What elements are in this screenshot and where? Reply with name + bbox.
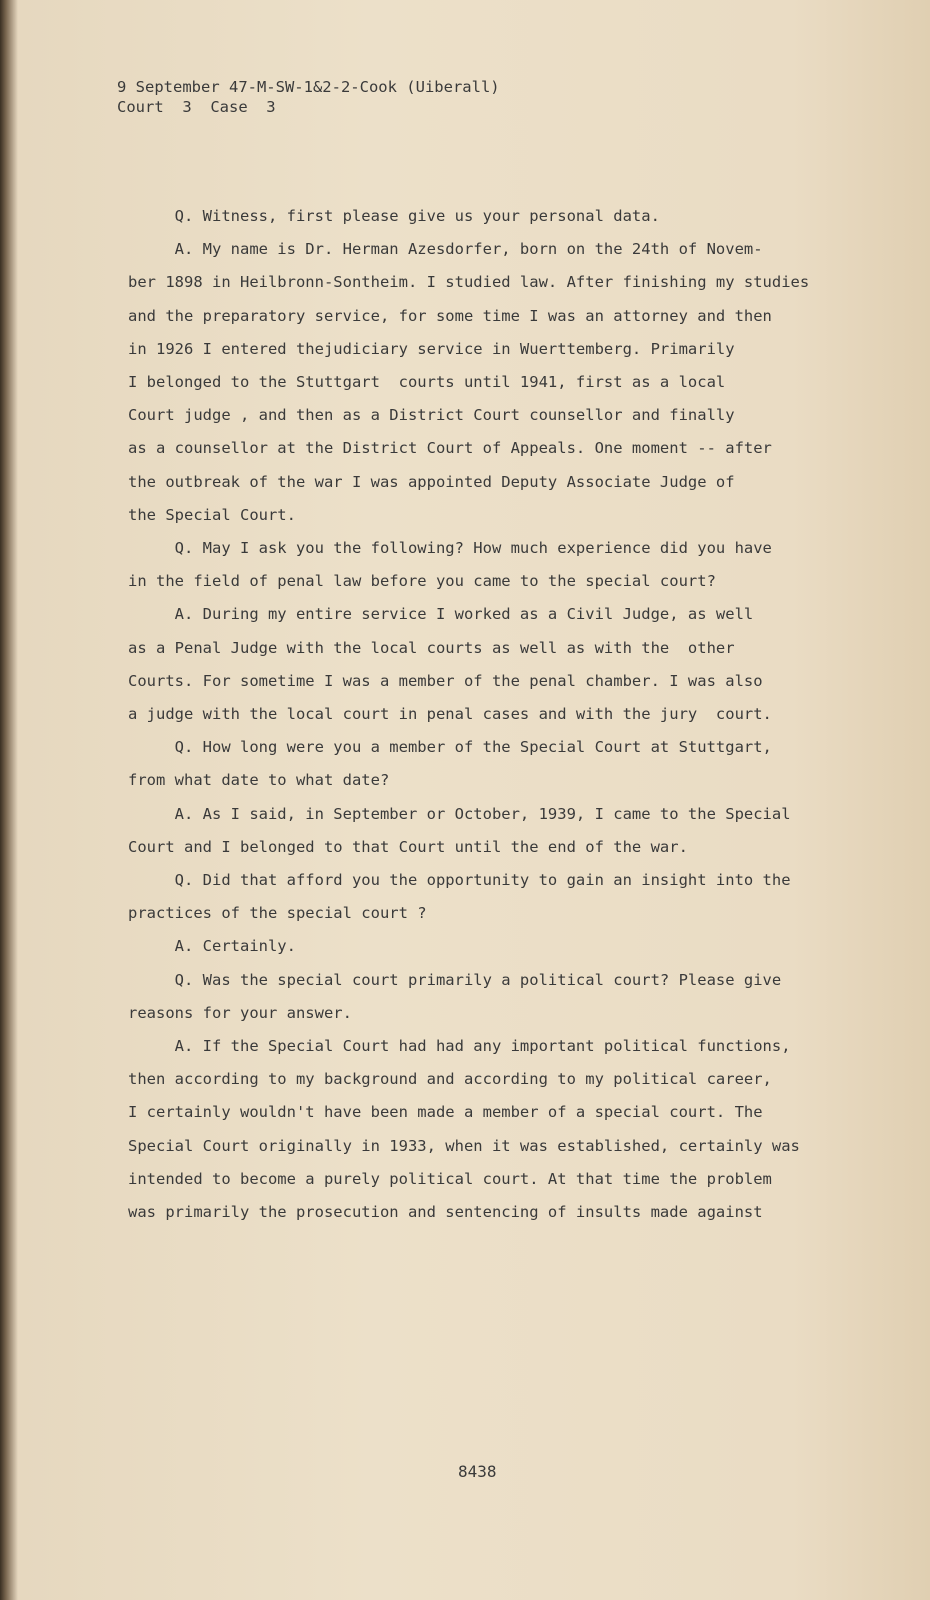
- transcript-paragraph: [128, 532, 868, 598]
- transcript-line: A. As I said, in September or October, 1939, I came to the Special: [128, 804, 791, 823]
- transcript-line: A. My name is Dr. Herman Azesdorfer, born on the 24th of Novem-: [128, 240, 763, 259]
- transcript-line: then according to my background and according to my political career,: [128, 1070, 772, 1089]
- transcript-line: the outbreak of the war I was appointed Deputy Associate Judge of: [128, 472, 735, 491]
- transcript-line: from what date to what date?: [128, 771, 390, 790]
- transcript-line: in the field of penal law before you came to the special court?: [128, 572, 716, 591]
- transcript-line: as a counsellor at the District Court of Appeals. One moment -- after: [128, 439, 772, 458]
- transcript-line: ber 1898 in Heilbronn-Sontheim. I studied law. After finishing my studies: [128, 273, 810, 292]
- transcript-line: was primarily the prosecution and sentencing of insults made against: [128, 1203, 763, 1222]
- transcript-line: Q. Did that afford you the opportunity to gain an insight into the: [128, 871, 791, 890]
- transcript-line: Court judge , and then as a District Court counsellor and finally: [128, 406, 735, 425]
- transcript-line: in 1926 I entered thejudiciary service in Wuerttemberg. Primarily: [128, 339, 735, 358]
- transcript-line: reasons for your answer.: [128, 1003, 352, 1022]
- transcript-line: Court and I belonged to that Court until the end of the war.: [128, 837, 688, 856]
- transcript-paragraph: [128, 233, 868, 532]
- transcript-line: A. During my entire service I worked as a Civil Judge, as well: [128, 605, 754, 624]
- transcript-line: Q. May I ask you the following? How much experience did you have: [128, 539, 772, 558]
- transcript-paragraph: [128, 964, 868, 1030]
- transcript-line: Q. Witness, first please give us your personal data.: [128, 207, 660, 225]
- transcript-line: I belonged to the Stuttgart courts until 1941, first as a local: [128, 373, 726, 392]
- transcript-line: Q. Was the special court primarily a political court? Please give: [128, 970, 782, 989]
- transcript-line: A. If the Special Court had had any important political functions,: [128, 1037, 791, 1056]
- transcript-line: A. Certainly.: [128, 937, 296, 956]
- transcript-body: [128, 200, 868, 1229]
- transcript-line: a judge with the local court in penal cases and with the jury court.: [128, 705, 772, 724]
- transcript-paragraph: [128, 930, 868, 963]
- transcript-line: as a Penal Judge with the local courts as well as with the other: [128, 638, 735, 657]
- transcript-paragraph: [128, 864, 868, 930]
- transcript-paragraph: [128, 200, 868, 233]
- transcript-paragraph: [128, 731, 868, 797]
- transcript-paragraph: [128, 1030, 868, 1229]
- transcript-line: Special Court originally in 1933, when it was established, certainly was: [128, 1136, 800, 1155]
- transcript-line: intended to become a purely political court. At that time the problem: [128, 1169, 772, 1188]
- document-header: [117, 77, 500, 117]
- page-number: 8438: [458, 1462, 497, 1481]
- transcript-line: Q. How long were you a member of the Special Court at Stuttgart,: [128, 738, 772, 757]
- transcript-paragraph: [128, 798, 868, 864]
- header-court-case-line: Court 3 Case 3: [117, 98, 276, 116]
- header-session-line: 9 September 47-M-SW-1&2-2-Cook (Uiberall): [117, 78, 500, 96]
- transcript-line: practices of the special court ?: [128, 904, 427, 923]
- transcript-line: I certainly wouldn't have been made a member of a special court. The: [128, 1103, 763, 1122]
- transcript-line: the Special Court.: [128, 505, 296, 524]
- transcript-line: Courts. For sometime I was a member of the penal chamber. I was also: [128, 671, 763, 690]
- transcript-line: and the preparatory service, for some time I was an attorney and then: [128, 306, 772, 325]
- transcript-paragraph: [128, 598, 868, 731]
